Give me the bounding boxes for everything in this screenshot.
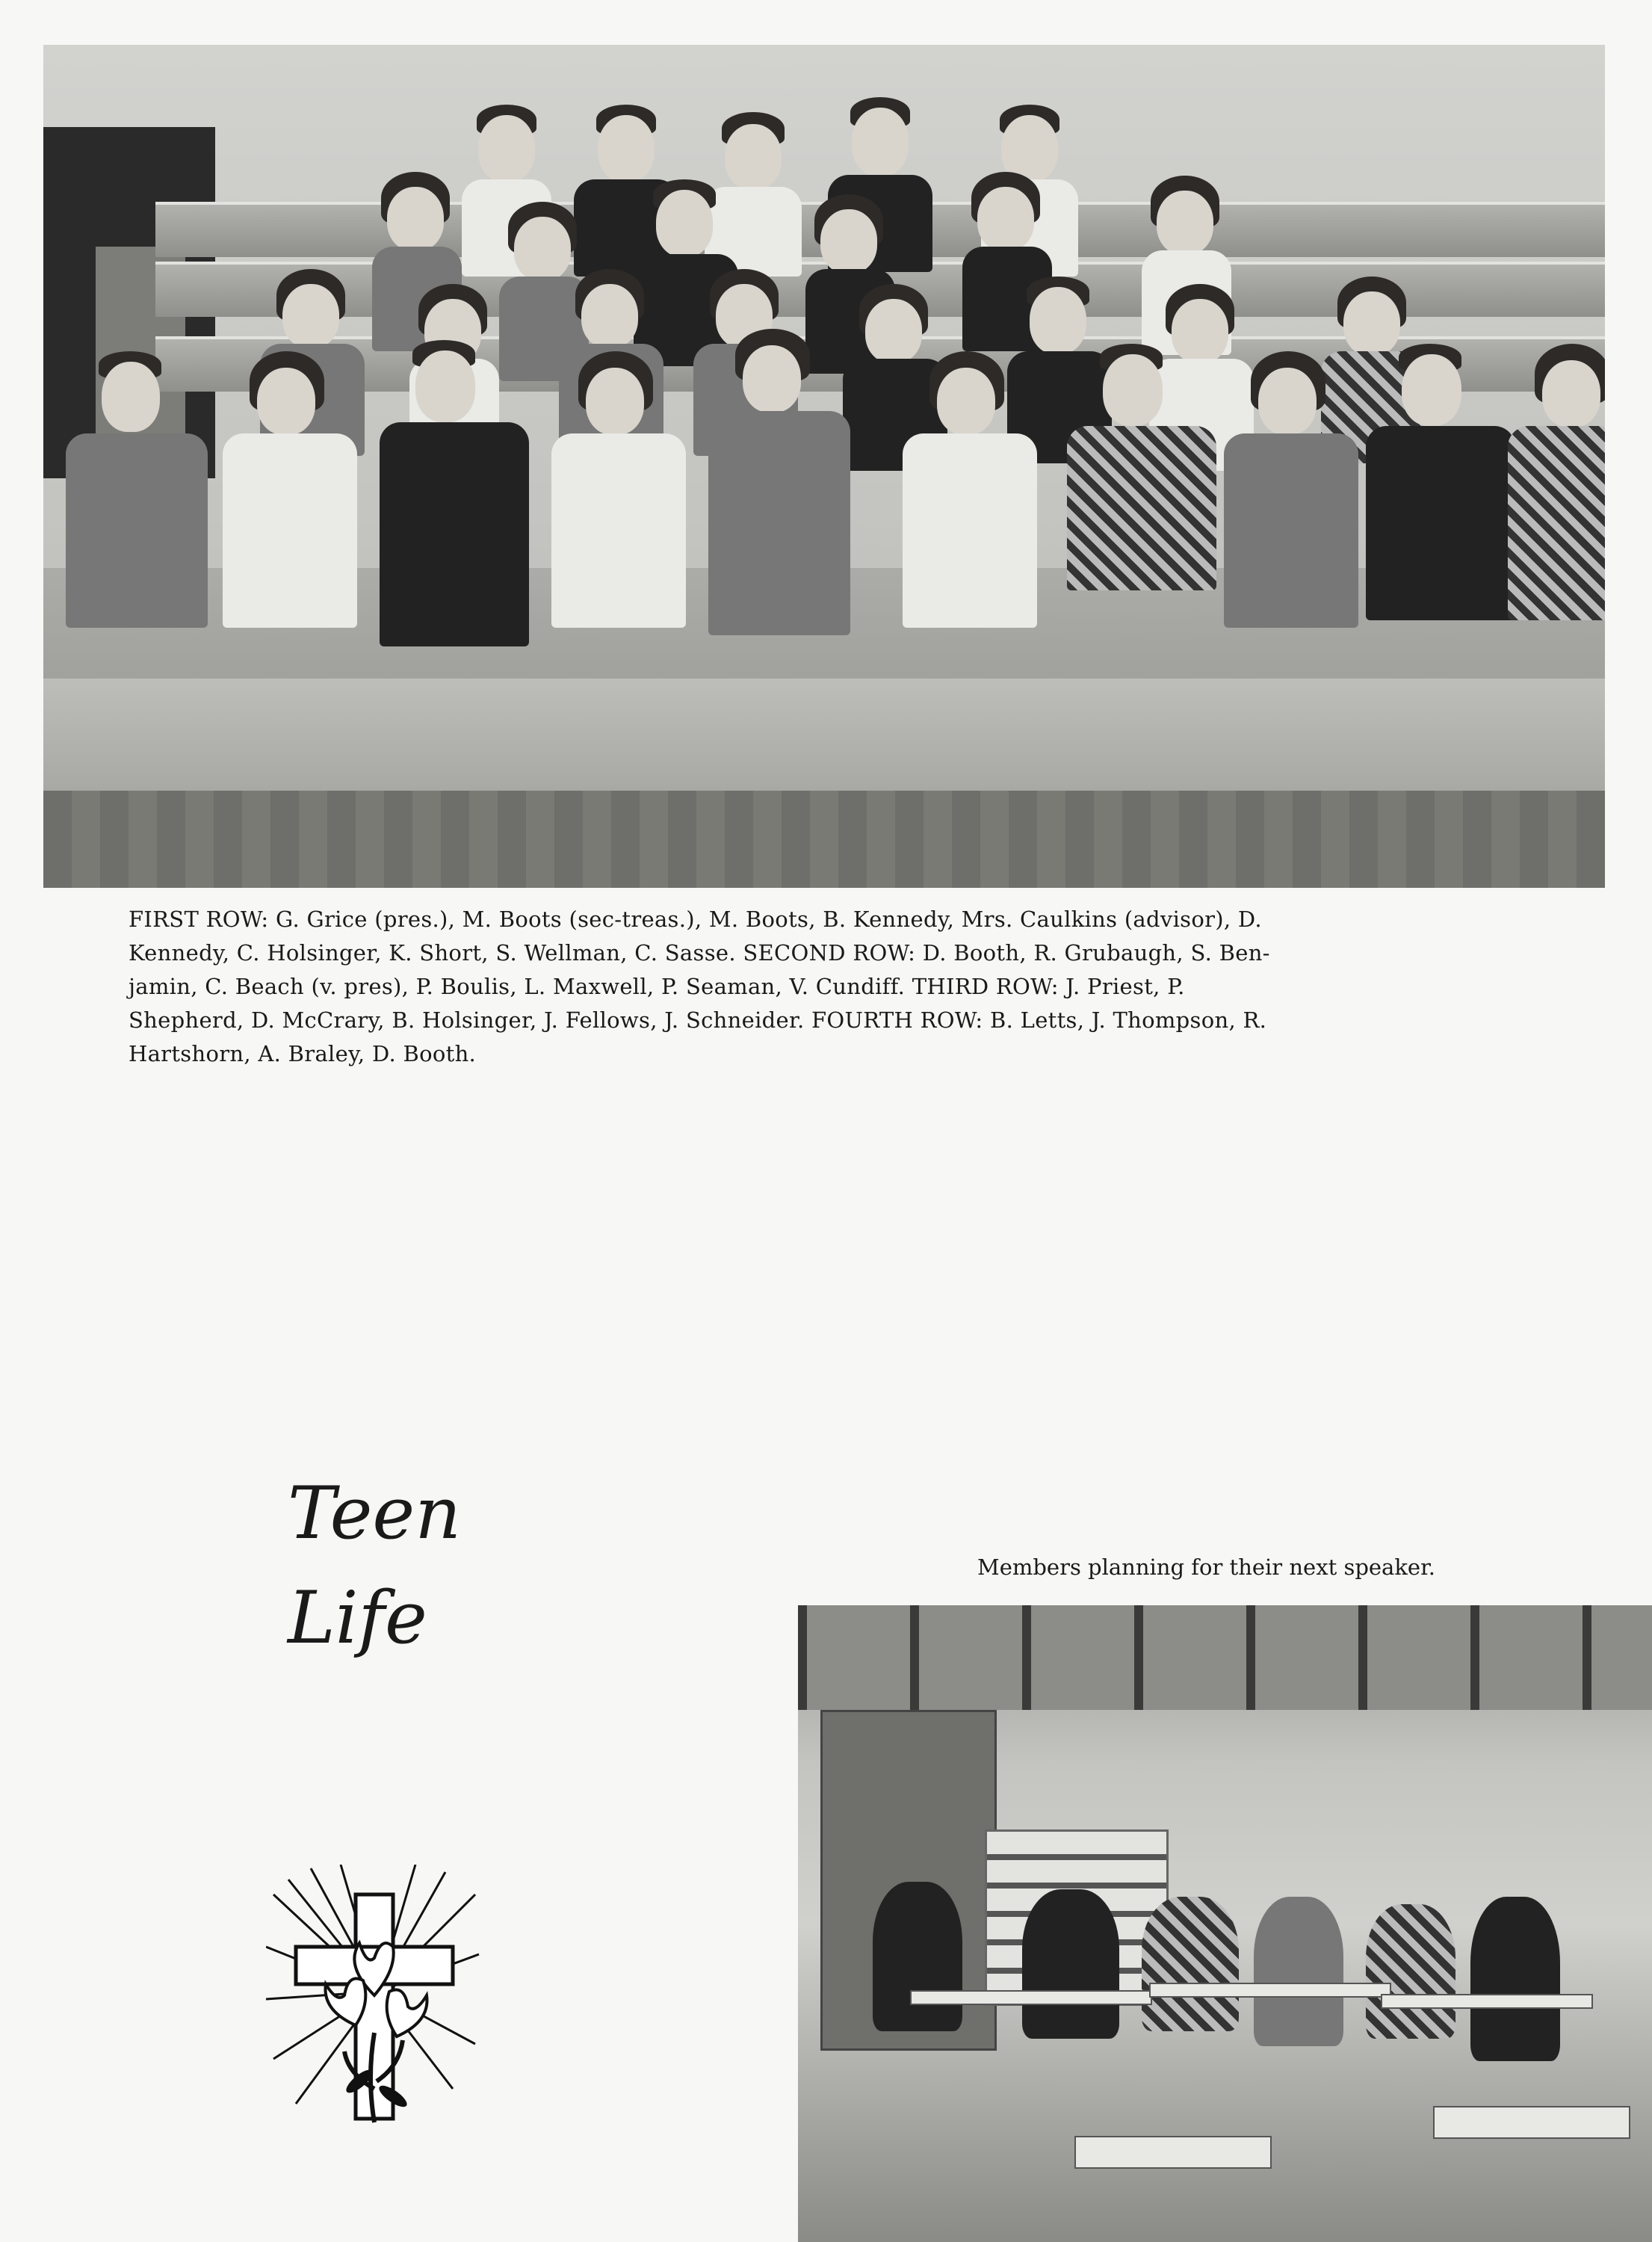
photo-person [1470,1897,1560,2061]
caption-line: Kennedy, C. Holsinger, K. Short, S. Wellman, C. Sasse. SECOND ROW: D. Booth, R. Grubaugh, S. Ben- [129,940,1270,966]
photo-person [1142,1897,1239,2031]
photo-person [1366,1904,1455,2039]
photo-person [873,1882,962,2031]
photo-desk [1433,2106,1630,2139]
heading-line-1: Teen [288,1471,462,1555]
photo-desk [910,1990,1152,2005]
photo-person [1022,1889,1119,2039]
heading-line-2: Life [288,1576,427,1660]
photo-desk [1149,1983,1391,1998]
section-heading [288,1461,461,1670]
caption-line: Hartshorn, A. Braley, D. Booth. [129,1041,477,1066]
caption-line: Shepherd, D. McCrary, B. Holsinger, J. Fellows, J. Schneider. FOURTH ROW: B. Letts, J. Thompson, R. [129,1007,1267,1033]
photo-desk [1074,2136,1272,2169]
caption-line: FIRST ROW: G. Grice (pres.), M. Boots (sec-treas.), M. Boots, B. Kennedy, Mrs. Caulkins (advisor), D. [129,907,1262,932]
photo-desk [1381,1994,1593,2009]
photo-ceiling [798,1605,1652,1710]
caption-line: jamin, C. Beach (v. pres), P. Boulis, L. Maxwell, P. Seaman, V. Cundiff. THIRD ROW: J. Priest, P. [129,974,1185,999]
group-photo-caption [129,903,1548,1071]
classroom-photo-caption: Members planning for their next speaker. [977,1554,1435,1580]
photo-floor [43,791,1605,888]
photo-bench [43,679,1605,791]
group-photo [43,45,1605,888]
cross-lily-icon [266,1865,483,2126]
photo-person [1254,1897,1343,2046]
classroom-photo [798,1605,1652,2242]
